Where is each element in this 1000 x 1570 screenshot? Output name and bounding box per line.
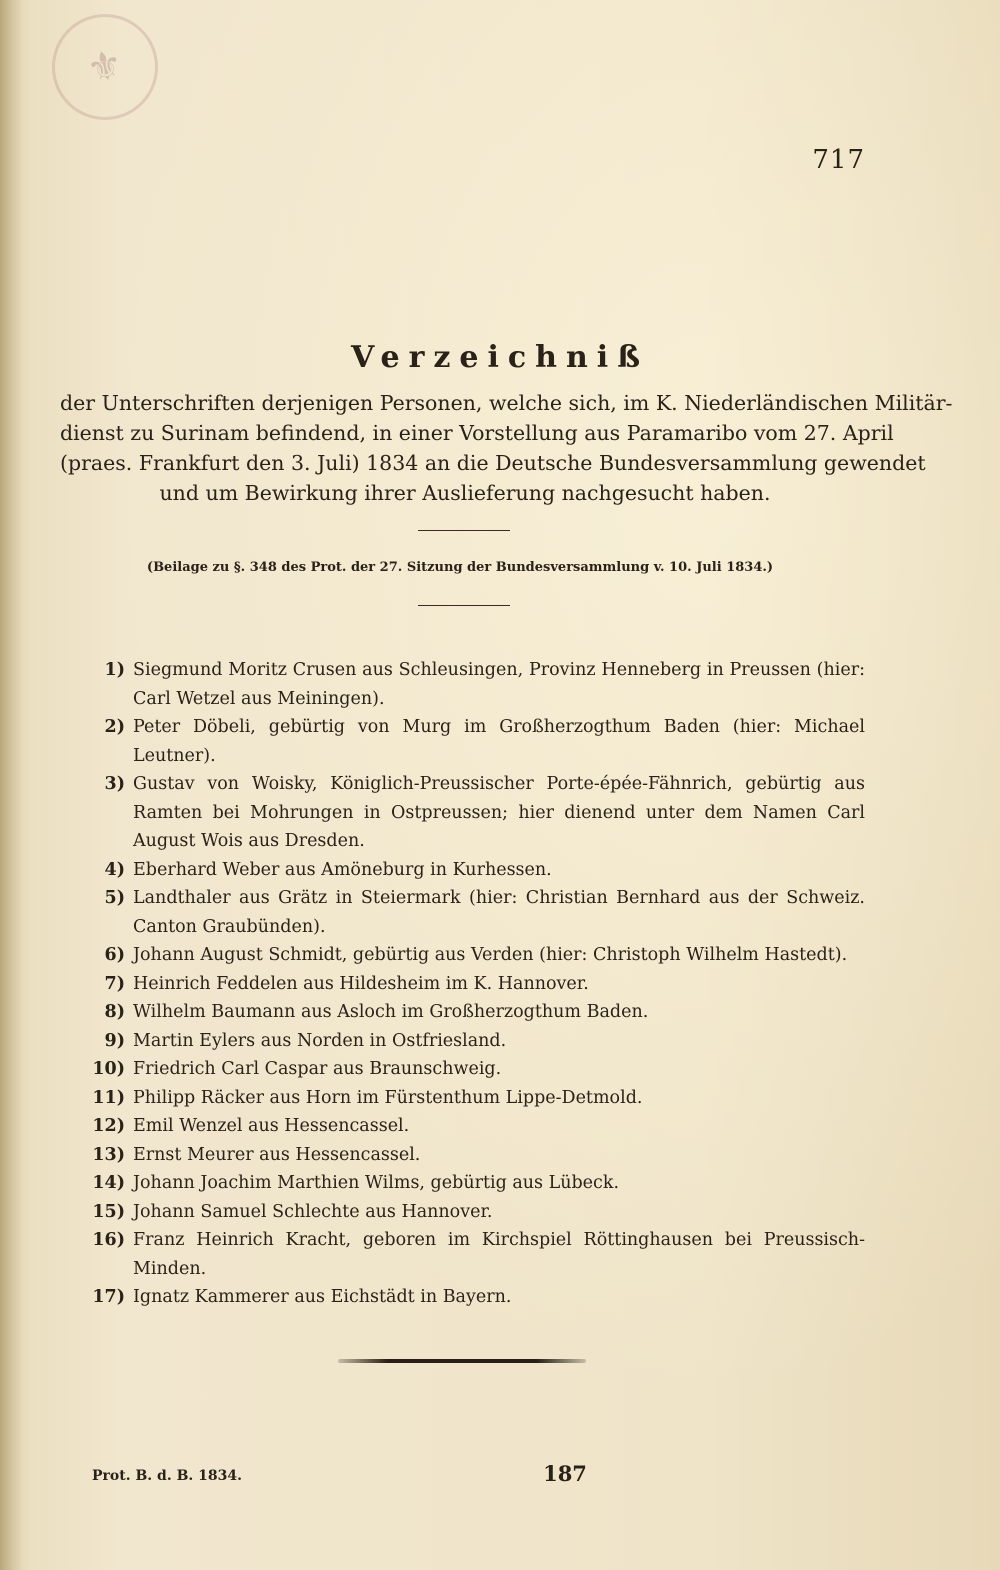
library-stamp-icon: ⚜ [41, 3, 169, 131]
entry-number: 12) [92, 1116, 125, 1136]
entry-text: Landthaler aus Grätz in Steiermark (hier: Christian Bernhard aus der Schweiz. Canton Graubünden). [133, 888, 865, 937]
entry-text: Martin Eylers aus Norden in Ostfriesland. [133, 1030, 507, 1051]
divider-rule [418, 530, 510, 531]
entry-number: 3) [104, 774, 125, 794]
subtitle-line: (praes. Frankfurt den 3. Juli) 1834 an die Deutsche Bundesversammlung gewendet [60, 451, 926, 475]
entry-text: Johann Joachim Marthien Wilms, gebürtig aus Lübeck. [133, 1173, 620, 1193]
entry-text: Ernst Meurer aus Hessencassel. [133, 1144, 421, 1165]
page-title: Verzeichniß [350, 340, 649, 375]
list-item [75, 941, 865, 970]
entry-text: Wilhelm Baumann aus Asloch im Großherzogthum Baden. [133, 1002, 649, 1022]
divider-rule [418, 605, 510, 606]
entry-number: 10) [92, 1059, 125, 1079]
entry-number: 13) [92, 1144, 125, 1165]
book-binding-edge [0, 0, 22, 1570]
page-number: 717 [812, 145, 865, 175]
list-item [75, 970, 865, 999]
list-item [75, 1112, 865, 1141]
entry-text: Philipp Räcker aus Horn im Fürstenthum Lippe-Detmold. [133, 1087, 643, 1108]
entry-number: 4) [104, 859, 125, 880]
list-item [75, 770, 865, 856]
closing-rule [338, 1359, 586, 1363]
entry-text: Emil Wenzel aus Hessencassel. [133, 1116, 410, 1136]
footer-page-number: 187 [543, 1461, 587, 1486]
entry-text: Eberhard Weber aus Amöneburg in Kurhessen. [133, 859, 552, 880]
list-item [75, 1055, 865, 1084]
subtitle-line: dienst zu Surinam befindend, in einer Vorstellung aus Paramaribo vom 27. April [60, 421, 894, 445]
entry-text: Gustav von Woisky, Königlich-Preussischer Porte-épée-Fähnrich, gebürtig aus Ramten bei Mohrungen in Ostpreussen; hier dienend unter dem Namen Carl August Wois aus Dresden. [133, 774, 865, 851]
footer-reference: Prot. B. d. B. 1834. [92, 1468, 242, 1484]
entry-number: 15) [92, 1201, 125, 1222]
entry-number: 1) [104, 660, 125, 680]
subtitle-line: und um Bewirkung ihrer Auslieferung nachgesucht haben. [159, 481, 771, 505]
entry-number: 16) [92, 1230, 125, 1250]
entry-text: Franz Heinrich Kracht, geboren im Kirchspiel Röttinghausen bei Preussisch-Minden. [133, 1230, 865, 1279]
entry-text: Friedrich Carl Caspar aus Braunschweig. [133, 1059, 502, 1079]
entry-number: 8) [104, 1002, 125, 1022]
entry-number: 6) [104, 945, 125, 965]
entry-text: Siegmund Moritz Crusen aus Schleusingen, Provinz Henneberg in Preussen (hier: Carl Wetzel aus Meiningen). [133, 660, 865, 709]
entry-text: Ignatz Kammerer aus Eichstädt in Bayern. [133, 1287, 512, 1307]
signatory-list [75, 656, 865, 1312]
entry-number: 5) [104, 888, 125, 908]
entry-number: 11) [92, 1087, 125, 1108]
list-item [75, 1027, 865, 1056]
enclosure-note: (Beilage zu §. 348 des Prot. der 27. Sitzung der Bundesversammlung v. 10. Juli 1834.) [146, 560, 774, 575]
list-item [75, 1084, 865, 1113]
list-item [75, 998, 865, 1027]
list-item [75, 1141, 865, 1170]
entry-number: 2) [104, 717, 125, 737]
list-item [75, 1169, 865, 1198]
entry-text: Johann Samuel Schlechte aus Hannover. [133, 1201, 493, 1222]
list-item [75, 856, 865, 885]
list-item [75, 884, 865, 941]
entry-number: 7) [104, 973, 125, 994]
entry-text: Peter Döbeli, gebürtig von Murg im Großherzogthum Baden (hier: Michael Leutner). [133, 717, 865, 766]
list-item [75, 1226, 865, 1283]
list-item [75, 1283, 865, 1312]
subtitle-paragraph [60, 388, 953, 508]
list-item [75, 713, 865, 770]
list-item [75, 656, 865, 713]
entry-text: Johann August Schmidt, gebürtig aus Verden (hier: Christoph Wilhelm Hastedt). [133, 945, 848, 965]
entry-text: Heinrich Feddelen aus Hildesheim im K. Hannover. [133, 973, 589, 994]
entry-number: 17) [92, 1287, 125, 1307]
subtitle-line: der Unterschriften derjenigen Personen, welche sich, im K. Niederländischen Militär- [60, 391, 953, 415]
list-item [75, 1198, 865, 1227]
entry-number: 14) [92, 1173, 125, 1193]
entry-number: 9) [104, 1030, 125, 1051]
